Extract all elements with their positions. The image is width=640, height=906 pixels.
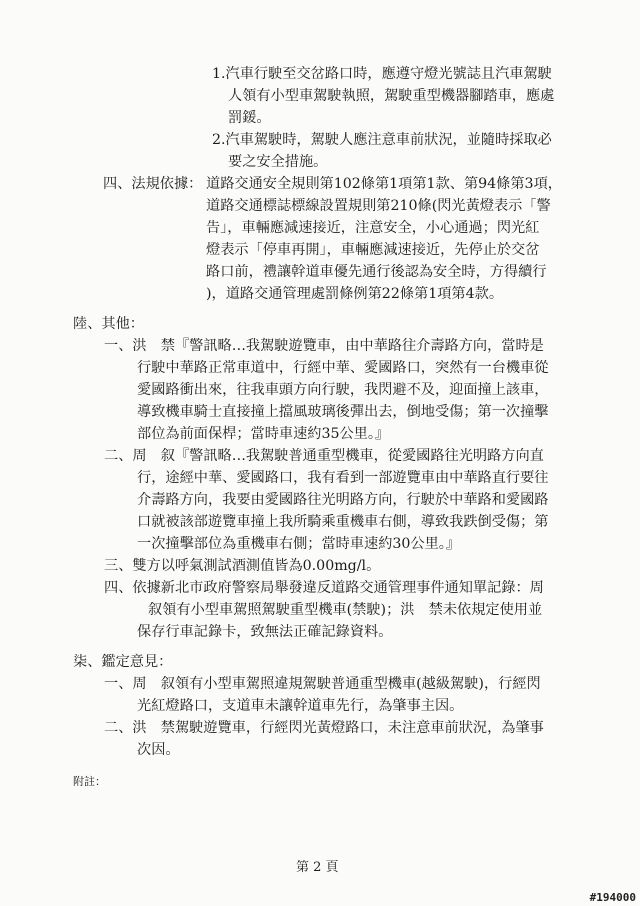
others-item-1-line-1: 一、洪 禁『警訊略…我駕駛遊覽車，由中華路往介壽路方向，當時是 bbox=[104, 338, 544, 354]
legal-basis-line-6: )，道路交通管理處罰條例第22條第1項第4款。 bbox=[206, 286, 504, 302]
others-item-4-line-2: 叙領有小型車駕照駕駛重型機車(禁駛)；洪 禁未依規定使用並 bbox=[148, 602, 543, 618]
page-number: 第 2 頁 bbox=[296, 860, 339, 875]
opinion-item-1-line-2: 光紅燈路口，支道車未讓幹道車先行，為肇事主因。 bbox=[137, 698, 464, 714]
others-item-4-line-1: 四、依據新北市政府警察局舉發違反道路交通管理事件通知單記錄：周 bbox=[104, 580, 544, 596]
note-label: 附註： bbox=[73, 775, 106, 788]
others-item-2-line-1: 二、周 叙『警訊略…我駕駛普通重型機車，從愛國路往光明路方向直 bbox=[104, 448, 544, 464]
rule-item-1-line-1: 1.汽車行駛至交岔路口時，應遵守燈光號誌且汽車駕駛 bbox=[212, 66, 552, 82]
rule-item-2-line-1: 2.汽車駕駛時，駕駛人應注意車前狀況，並隨時採取必 bbox=[212, 132, 552, 148]
others-item-2-line-4: 口就被該部遊覽車撞上我所騎乘重機車右側，導致我跌倒受傷；第 bbox=[137, 514, 549, 530]
legal-basis-line-5: 路口前，禮讓幹道車優先通行後認為安全時，方得續行 bbox=[206, 264, 547, 280]
others-item-1-line-4: 導致機車騎士直接撞上擋風玻璃後彈出去，倒地受傷；第一次撞擊 bbox=[137, 404, 549, 420]
opinion-item-1-line-1: 一、周 叙領有小型車駕照違規駕駛普通重型機車(越級駕駛)，行經閃 bbox=[104, 676, 541, 692]
others-heading: 陸、其他： bbox=[73, 316, 144, 332]
others-item-1-line-2: 行駛中華路正常車道中，行經中華、愛國路口，突然有一台機車從 bbox=[137, 360, 549, 376]
others-item-3: 三、雙方以呼氣測試酒測值皆為0.00mg/l。 bbox=[104, 558, 381, 574]
others-item-2-line-2: 行，途經中華、愛國路口，我有看到一部遊覽車由中華路直行要往 bbox=[137, 470, 549, 486]
legal-basis-line-4: 燈表示「停車再開」，車輛應減速接近，先停止於交岔 bbox=[206, 242, 540, 258]
others-item-4-line-3: 保存行車記錄卡，致無法正確記錄資料。 bbox=[137, 624, 393, 640]
others-item-1-line-3: 愛國路衝出來，往我車頭方向行駛，我閃避不及，迎面撞上該車， bbox=[137, 382, 549, 398]
others-item-1-line-5: 部位為前面保桿；當時車速約35公里。』 bbox=[137, 426, 390, 442]
opinion-item-2-line-1: 二、洪 禁駕駛遊覽車，行經閃光黃燈路口，未注意車前狀況，為肇事 bbox=[104, 720, 544, 736]
legal-basis-heading: 四、法規依據： bbox=[103, 176, 203, 192]
rule-item-1-line-2: 人領有小型車駕駛執照，駕駛重型機器腳踏車，應處 bbox=[228, 88, 555, 104]
legal-basis-line-3: 告」，車輛應減速接近，注意安全，小心通過；閃光紅 bbox=[206, 220, 540, 236]
opinion-heading: 柒、鑑定意見： bbox=[73, 654, 173, 670]
legal-basis-line-1: 道路交通安全規則第102條第1項第1款、第94條第3項， bbox=[206, 176, 562, 192]
rule-item-1-line-3: 罰鍰。 bbox=[228, 110, 271, 126]
others-item-2-line-3: 介壽路方向，我要由愛國路往光明路方向，行駛於中華路和愛國路 bbox=[137, 492, 549, 508]
rule-item-2-line-2: 要之安全措施。 bbox=[228, 154, 328, 170]
opinion-item-2-line-2: 次因。 bbox=[137, 742, 180, 758]
others-item-2-line-5: 一次撞擊部位為重機車右側；當時車速約30公里。』 bbox=[137, 536, 461, 552]
document-id: #194000 bbox=[589, 891, 636, 904]
legal-basis-line-2: 道路交通標誌標線設置規則第210條(閃光黃燈表示「警 bbox=[206, 198, 551, 214]
